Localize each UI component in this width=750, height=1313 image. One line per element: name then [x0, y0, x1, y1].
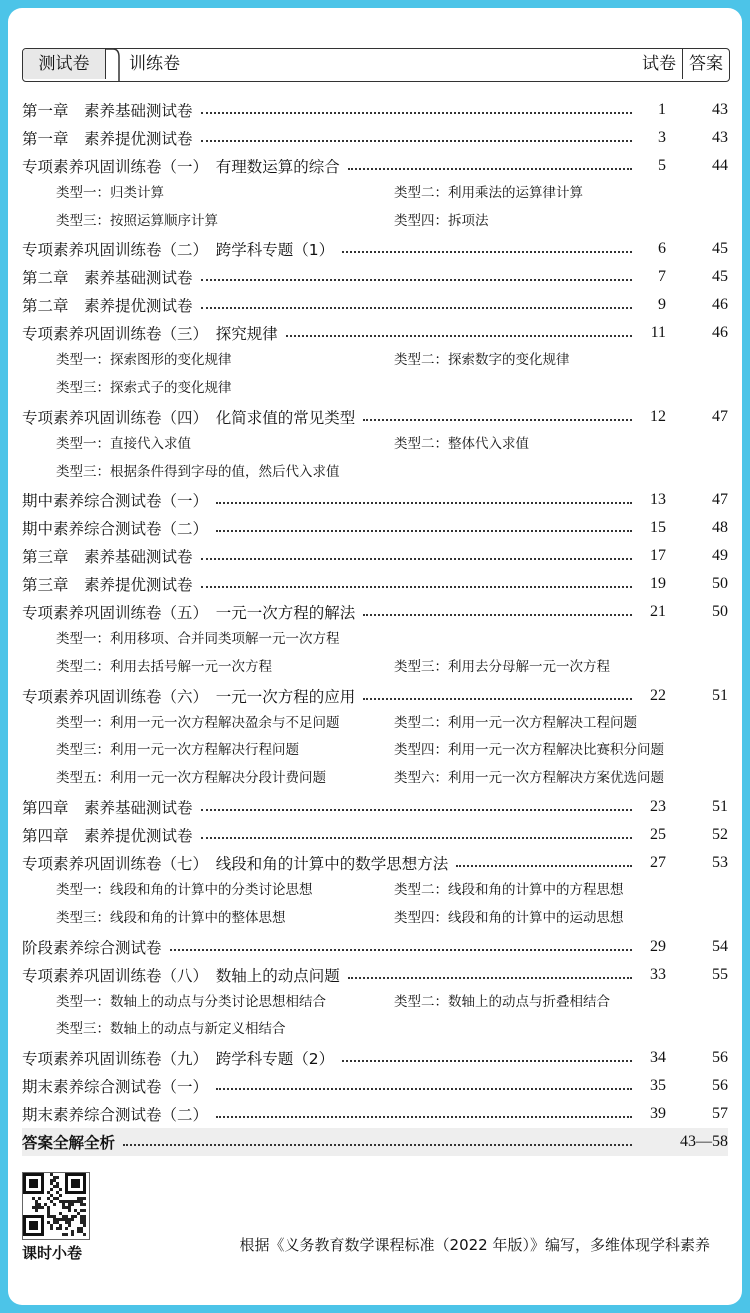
answers-page-range: 43—58: [680, 1132, 728, 1150]
toc-subtopic-row: [22, 905, 728, 933]
dot-leader: [201, 307, 632, 309]
paper-page-number: 9: [658, 296, 666, 314]
toc-subtopic-row: [22, 765, 728, 793]
dot-leader: [342, 251, 632, 253]
subtopic-right: 类型二：线段和角的计算中的方程思想: [394, 881, 624, 898]
paper-page-number: 5: [658, 156, 666, 174]
toc-entry[interactable]: [22, 263, 728, 291]
answer-page-number: 53: [712, 853, 728, 871]
paper-page-number: 19: [650, 575, 666, 593]
tab-training-papers[interactable]: 训练卷: [129, 54, 180, 74]
toc-entry-title: 第四章 素养提优测试卷: [22, 827, 193, 846]
dot-leader: [201, 586, 632, 588]
dot-leader: [348, 977, 632, 979]
toc-entry-title: 期末素养综合测试卷（二）: [22, 1106, 209, 1124]
subtopic-right: 类型四：线段和角的计算中的运动思想: [394, 909, 624, 926]
paper-page-number: 1: [658, 100, 666, 118]
toc-entry[interactable]: [22, 821, 728, 849]
paper-page-number: 34: [650, 1049, 666, 1067]
answer-page-number: 52: [712, 826, 728, 844]
subtopic-left: 类型五：利用一元一次方程解决分段计费问题: [56, 770, 326, 787]
toc-entry[interactable]: [22, 235, 728, 263]
subtopic-left: 类型一：利用一元一次方程解决盈余与不足问题: [56, 714, 340, 731]
table-of-contents: [22, 96, 728, 1156]
paper-page-number: 3: [658, 128, 666, 146]
toc-entry[interactable]: [22, 319, 728, 347]
toc-entry[interactable]: [22, 961, 728, 989]
answer-column-heading: 答案: [689, 54, 723, 74]
toc-subtopic-row: [22, 375, 728, 403]
toc-entry-title: 期中素养综合测试卷（二）: [22, 520, 209, 539]
toc-entry-title: 阶段素养综合测试卷: [22, 938, 162, 957]
dot-leader: [363, 698, 632, 700]
dot-leader: [456, 865, 632, 867]
toc-entry-title: 专项素养巩固训练卷（四） 化简求值的常见类型: [22, 408, 356, 427]
dot-leader: [123, 1144, 632, 1146]
subtopic-left: 类型一：直接代入求值: [56, 435, 191, 452]
toc-entry[interactable]: [22, 96, 728, 124]
answer-page-number: 51: [712, 686, 728, 704]
toc-entry-title: 第二章 素养基础测试卷: [22, 269, 193, 288]
subtopic-left: 类型二：利用去括号解一元一次方程: [56, 658, 272, 675]
paper-page-number: 15: [650, 519, 666, 537]
toc-entry[interactable]: [22, 403, 728, 431]
toc-entry[interactable]: [22, 486, 728, 514]
answer-page-number: 51: [712, 798, 728, 816]
subtopic-left: 类型一：利用移项、合并同类项解一元一次方程: [56, 630, 340, 647]
toc-entry-title: 第二章 素养提优测试卷: [22, 297, 193, 316]
answer-page-number: 45: [712, 240, 728, 258]
toc-subtopic-row: [22, 347, 728, 375]
toc-entry-title: 第一章 素养基础测试卷: [22, 101, 193, 120]
paper-page-number: 27: [650, 853, 666, 871]
qr-label: 课时小卷: [22, 1244, 83, 1262]
toc-entry-title: 期末素养综合测试卷（一）: [22, 1078, 209, 1097]
column-headings: [636, 49, 729, 79]
qr-code[interactable]: [22, 1172, 90, 1240]
subtopic-left: 类型三：线段和角的计算中的整体思想: [56, 909, 286, 926]
answer-page-number: 50: [712, 575, 728, 593]
toc-entry[interactable]: [22, 1100, 728, 1128]
answers-entry[interactable]: [22, 1128, 728, 1156]
subtopic-right: 类型二：利用乘法的运算律计算: [394, 184, 583, 201]
toc-entry[interactable]: [22, 124, 728, 152]
subtopic-left: 类型一：探索图形的变化规律: [56, 352, 232, 369]
answer-page-number: 45: [712, 268, 728, 286]
answer-page-number: 56: [712, 1077, 728, 1095]
toc-entry[interactable]: [22, 933, 728, 961]
subtopic-left: 类型三：数轴上的动点与新定义相结合: [56, 1021, 286, 1038]
subtopic-right: 类型二：整体代入求值: [394, 435, 529, 452]
subtopic-left: 类型三：根据条件得到字母的值，然后代入求值: [56, 463, 340, 480]
subtopic-right: 类型二：探索数字的变化规律: [394, 352, 570, 369]
toc-entry[interactable]: [22, 1044, 728, 1072]
paper-page-number: 22: [650, 686, 666, 704]
toc-subtopic-row: [22, 1016, 728, 1044]
dot-leader: [201, 140, 632, 142]
paper-page-number: 17: [650, 547, 666, 565]
toc-entry-title: 第三章 素养基础测试卷: [22, 548, 193, 567]
toc-subtopic-row: [22, 989, 728, 1017]
answer-page-number: 47: [712, 491, 728, 509]
subtopic-right: 类型四：利用一元一次方程解决比赛积分问题: [394, 742, 664, 759]
subtopic-left: 类型三：探索式子的变化规律: [56, 379, 232, 396]
toc-subtopic-row: [22, 737, 728, 765]
dot-leader: [201, 279, 632, 281]
toc-subtopic-row: [22, 710, 728, 738]
dot-leader: [201, 112, 632, 114]
paper-page-number: 29: [650, 937, 666, 955]
toc-entry[interactable]: [22, 514, 728, 542]
paper-column-heading: 试卷: [642, 54, 676, 74]
toc-entry[interactable]: [22, 542, 728, 570]
toc-entry[interactable]: [22, 793, 728, 821]
toc-entry-title: 第一章 素养提优测试卷: [22, 129, 193, 148]
answer-page-number: 43: [712, 128, 728, 146]
subtopic-left: 类型三：利用一元一次方程解决行程问题: [56, 742, 299, 759]
subtopic-right: 类型二：数轴上的动点与折叠相结合: [394, 993, 610, 1010]
toc-entry-title: 第四章 素养基础测试卷: [22, 799, 193, 818]
toc-header: [22, 48, 730, 82]
dot-leader: [216, 502, 632, 504]
paper-page-number: 35: [650, 1077, 666, 1095]
dot-leader: [363, 614, 632, 616]
toc-entry-title: 专项素养巩固训练卷（七） 线段和角的计算中的数学思想方法: [22, 854, 449, 873]
toc-entry-title: 期中素养综合测试卷（一）: [22, 492, 209, 511]
dot-leader: [342, 1060, 632, 1062]
toc-subtopic-row: [22, 459, 728, 487]
subtopic-right: 类型三：利用去分母解一元一次方程: [394, 658, 610, 675]
toc-entry[interactable]: [22, 598, 728, 626]
answer-page-number: 44: [712, 156, 728, 174]
toc-entry[interactable]: [22, 291, 728, 319]
answer-page-number: 46: [712, 296, 728, 314]
toc-subtopic-row: [22, 626, 728, 654]
toc-subtopic-row: [22, 877, 728, 905]
paper-page-number: 6: [658, 240, 666, 258]
dot-leader: [201, 809, 632, 811]
toc-subtopic-row: [22, 180, 728, 208]
toc-entry-title: 专项素养巩固训练卷（五） 一元一次方程的解法: [22, 603, 356, 622]
answer-page-number: 47: [712, 407, 728, 425]
paper-page-number: 7: [658, 268, 666, 286]
dot-leader: [201, 837, 632, 839]
paper-page-number: 11: [650, 324, 666, 342]
toc-subtopic-row: [22, 431, 728, 459]
toc-subtopic-row: [22, 208, 728, 236]
toc-entry[interactable]: [22, 152, 728, 180]
toc-entry-title: 专项素养巩固训练卷（一） 有理数运算的综合: [22, 157, 340, 176]
toc-subtopic-row: [22, 654, 728, 682]
qr-code-icon: [23, 1173, 86, 1236]
toc-entry-title: 专项素养巩固训练卷（三） 探究规律: [22, 325, 278, 344]
toc-entry[interactable]: [22, 682, 728, 710]
toc-entry-title: 专项素养巩固训练卷（九） 跨学科专题（2）: [22, 1050, 335, 1069]
paper-page-number: 39: [650, 1105, 666, 1122]
dot-leader: [363, 419, 632, 421]
answers-entry-title: 答案全解全析: [22, 1133, 116, 1152]
subtopic-left: 类型一：数轴上的动点与分类讨论思想相结合: [56, 993, 326, 1010]
tab-fold-icon: [105, 47, 123, 81]
dot-leader: [216, 530, 632, 532]
answer-page-number: 55: [712, 965, 728, 983]
subtopic-left: 类型一：归类计算: [56, 184, 164, 201]
subtopic-left: 类型一：线段和角的计算中的分类讨论思想: [56, 881, 313, 898]
toc-entry-title: 专项素养巩固训练卷（二） 跨学科专题（1）: [22, 241, 335, 260]
subtopic-right: 类型六：利用一元一次方程解决方案优选问题: [394, 770, 664, 787]
dot-leader: [216, 1116, 632, 1118]
answer-page-number: 57: [712, 1105, 728, 1122]
paper-page-number: 12: [650, 407, 666, 425]
answer-page-number: 49: [712, 547, 728, 565]
footer-slogan: 根据《义务教育数学课程标准（2022 年版）》编写，多维体现学科素养: [239, 1236, 710, 1254]
dot-leader: [201, 558, 632, 560]
dot-leader: [286, 335, 632, 337]
paper-page-number: 23: [650, 798, 666, 816]
toc-entry[interactable]: [22, 849, 728, 877]
answer-page-number: 46: [712, 324, 728, 342]
dot-leader: [348, 168, 632, 170]
paper-page-number: 21: [650, 602, 666, 620]
toc-entry-title: 专项素养巩固训练卷（八） 数轴上的动点问题: [22, 966, 340, 985]
dot-leader: [170, 949, 632, 951]
answer-page-number: 50: [712, 602, 728, 620]
answer-page-number: 43: [712, 100, 728, 118]
subtopic-right: 类型二：利用一元一次方程解决工程问题: [394, 714, 637, 731]
answer-page-number: 54: [712, 937, 728, 955]
paper-page-number: 25: [650, 826, 666, 844]
dot-leader: [216, 1088, 632, 1090]
answer-page-number: 56: [712, 1049, 728, 1067]
answer-page-number: 48: [712, 519, 728, 537]
toc-entry-title: 专项素养巩固训练卷（六） 一元一次方程的应用: [22, 687, 356, 706]
tab-test-papers[interactable]: 测试卷: [23, 49, 106, 79]
paper-page-number: 13: [650, 491, 666, 509]
toc-entry[interactable]: [22, 1072, 728, 1100]
toc-entry-title: 第三章 素养提优测试卷: [22, 576, 193, 595]
paper-page-number: 33: [650, 965, 666, 983]
toc-entry[interactable]: [22, 570, 728, 598]
subtopic-right: 类型四：拆项法: [394, 212, 489, 229]
subtopic-left: 类型三：按照运算顺序计算: [56, 212, 218, 229]
